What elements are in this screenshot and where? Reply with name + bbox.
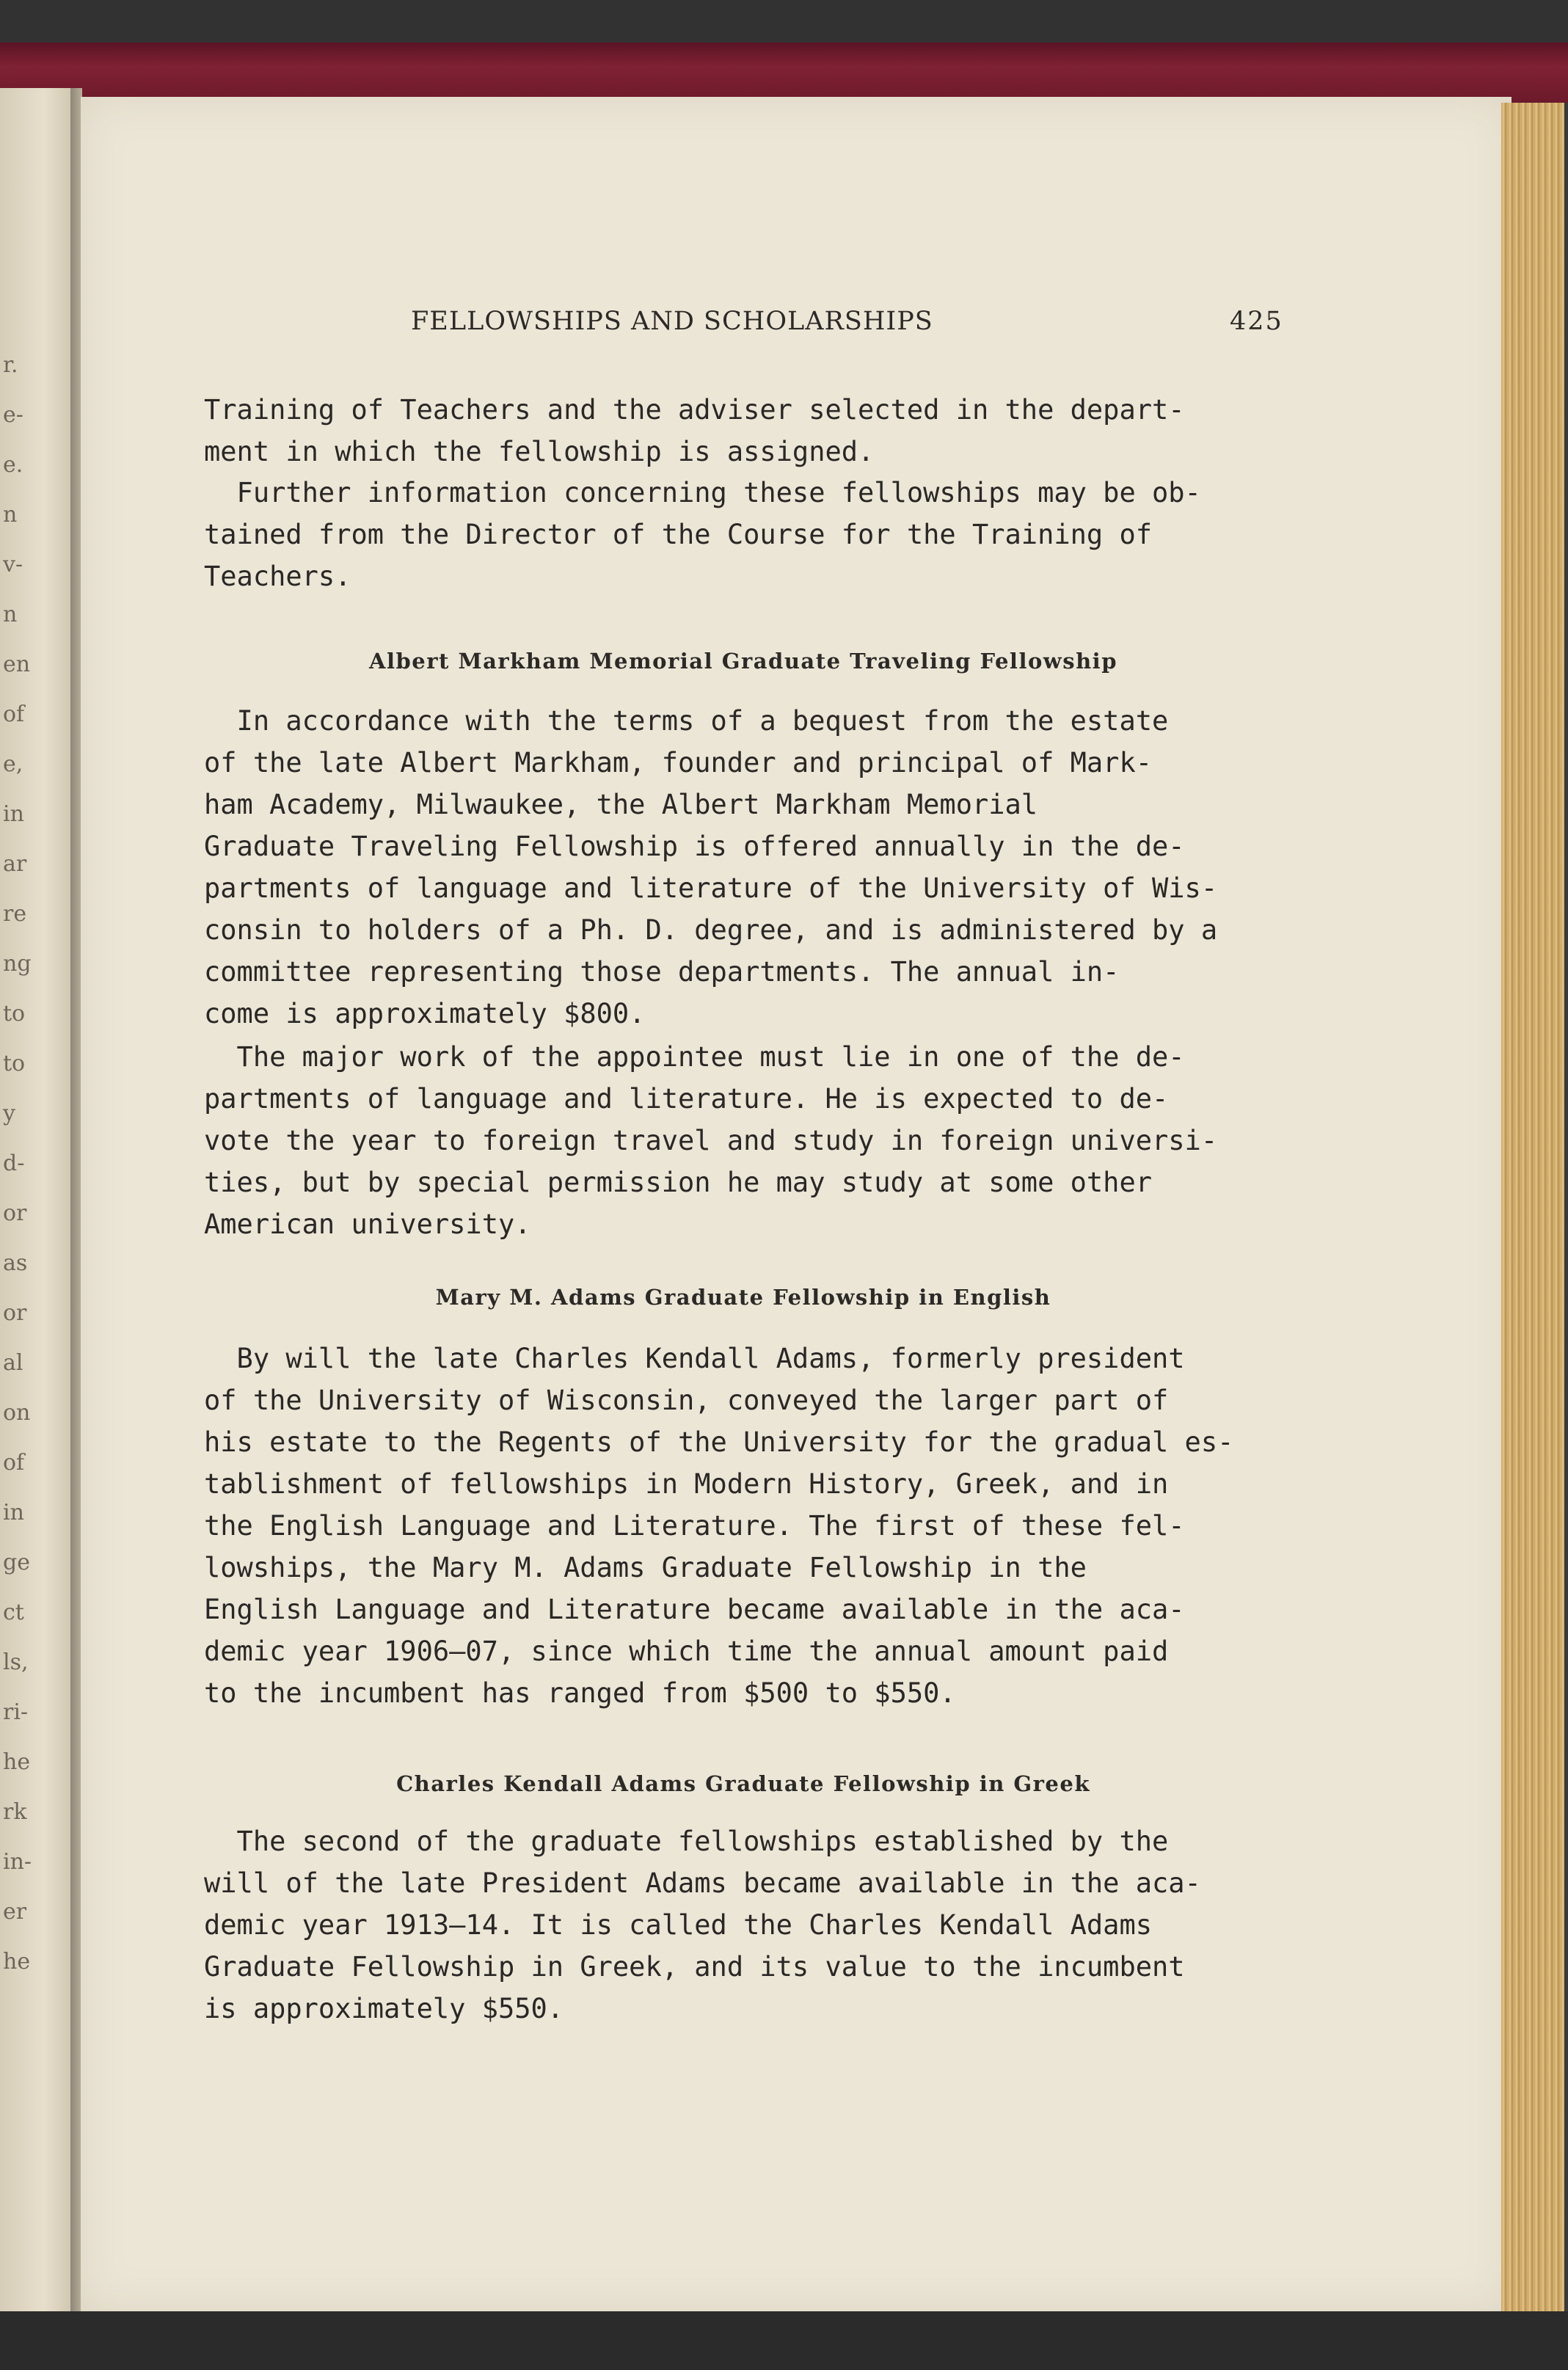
facing-page-fragment: he <box>3 1949 31 1975</box>
text-line: tained from the Director of the Course for the Training of <box>204 519 1153 550</box>
text-line: demic year 1913–14. It is called the Charles Kendall Adams <box>204 1909 1153 1941</box>
text-line: ties, but by special permission he may study at some other <box>204 1167 1153 1198</box>
facing-page-fragment: rk <box>3 1799 27 1825</box>
facing-page-fragment: en <box>3 652 31 677</box>
facing-page-fragment: or <box>3 1200 27 1226</box>
facing-page-fragment: he <box>3 1749 31 1775</box>
text-line: English Language and Literature became available in the aca- <box>204 1594 1185 1625</box>
paragraph <box>204 472 1283 597</box>
facing-page-fragment: ar <box>3 851 27 877</box>
text-line: committee representing those departments. The annual in- <box>204 956 1120 988</box>
text-line: his estate to the Regents of the University for the gradual es- <box>204 1426 1234 1458</box>
facing-page-fragment: on <box>3 1400 31 1426</box>
text-line: ham Academy, Milwaukee, the Albert Markham Memorial <box>204 789 1038 820</box>
facing-page-fragment: in <box>3 1500 24 1525</box>
facing-page-fragment: in <box>3 801 24 827</box>
paragraph <box>204 700 1283 1035</box>
scan-backdrop-top <box>0 0 1568 44</box>
facing-page-fragment: of <box>3 1450 25 1476</box>
text-line: of the University of Wisconsin, conveyed the larger part of <box>204 1385 1169 1416</box>
facing-page-fragment: in- <box>3 1849 32 1875</box>
section-heading: Albert Markham Memorial Graduate Traveling Fellowship <box>369 649 1117 674</box>
facing-page-fragment: ls, <box>3 1649 29 1675</box>
text-line: By will the late Charles Kendall Adams, formerly president <box>204 1343 1185 1374</box>
facing-page-fragment: n <box>3 602 18 627</box>
text-line: American university. <box>204 1208 531 1240</box>
text-line: Graduate Traveling Fellowship is offered annually in the de- <box>204 831 1185 862</box>
text-line: Further information concerning these fellowships may be ob- <box>204 477 1201 508</box>
facing-page-fragment: d- <box>3 1151 25 1176</box>
facing-page-fragment: as <box>3 1250 28 1276</box>
text-line: The major work of the appointee must lie in one of the de- <box>204 1041 1185 1073</box>
text-line: vote the year to foreign travel and study in foreign universi- <box>204 1125 1218 1156</box>
facing-page-fragment: ge <box>3 1550 30 1575</box>
facing-page-fragment: to <box>3 1051 26 1076</box>
facing-page-fragment: e, <box>3 751 23 777</box>
text-line: The second of the graduate fellowships established by the <box>204 1826 1169 1857</box>
facing-page-fragment: of <box>3 701 25 727</box>
facing-page-fragment: ng <box>3 951 32 977</box>
facing-page-fragment: y <box>3 1101 15 1126</box>
paragraph <box>204 1036 1283 1245</box>
page-stack-edge <box>1501 103 1564 2311</box>
facing-page-fragment: e. <box>3 452 23 478</box>
text-line: Teachers. <box>204 561 351 592</box>
facing-page-fragment: ri- <box>3 1699 29 1725</box>
text-line: lowships, the Mary M. Adams Graduate Fellowship in the <box>204 1552 1087 1583</box>
text-line: consin to holders of a Ph. D. degree, and is administered by a <box>204 914 1218 946</box>
text-line: tablishment of fellowships in Modern History, Greek, and in <box>204 1468 1169 1500</box>
facing-page-fragment: r. <box>3 352 18 378</box>
facing-page-fragment: re <box>3 901 27 927</box>
facing-page-fragment: e- <box>3 402 23 428</box>
section-heading: Charles Kendall Adams Graduate Fellowship in Greek <box>396 1771 1090 1796</box>
paragraph <box>204 389 1283 473</box>
text-line: of the late Albert Markham, founder and principal of Mark- <box>204 747 1153 779</box>
facing-page-fragment: to <box>3 1001 26 1027</box>
facing-page-fragment: or <box>3 1300 27 1326</box>
facing-page-fragment: n <box>3 502 18 528</box>
text-line: partments of language and literature. He is expected to de- <box>204 1083 1169 1115</box>
page-number: 425 <box>1230 307 1283 336</box>
text-line: to the incumbent has ranged from $500 to $550. <box>204 1677 956 1709</box>
text-line: demic year 1906–07, since which time the annual amount paid <box>204 1636 1169 1667</box>
text-line: Training of Teachers and the adviser selected in the depart- <box>204 394 1185 426</box>
running-head-title: FELLOWSHIPS AND SCHOLARSHIPS <box>411 307 933 336</box>
text-line: In accordance with the terms of a bequest from the estate <box>204 705 1169 737</box>
paragraph <box>204 1820 1283 2030</box>
text-line: ment in which the fellowship is assigned. <box>204 436 875 467</box>
facing-page-edge <box>0 88 73 2311</box>
book-cover-edge <box>0 43 1568 103</box>
text-line: the English Language and Literature. The first of these fel- <box>204 1510 1185 1542</box>
text-line: will of the late President Adams became available in the aca- <box>204 1867 1201 1899</box>
text-line: partments of language and literature of the University of Wis- <box>204 872 1218 904</box>
paragraph <box>204 1338 1283 1714</box>
facing-page-fragment: er <box>3 1899 27 1925</box>
facing-page-fragment: ct <box>3 1600 24 1625</box>
facing-page-fragment: al <box>3 1350 23 1376</box>
text-line: come is approximately $800. <box>204 998 646 1029</box>
facing-page-fragment: v- <box>3 552 23 577</box>
scan-backdrop-bottom <box>0 2311 1568 2370</box>
text-line: is approximately $550. <box>204 1993 564 2024</box>
section-heading: Mary M. Adams Graduate Fellowship in English <box>435 1285 1051 1310</box>
text-line: Graduate Fellowship in Greek, and its value to the incumbent <box>204 1951 1185 1983</box>
